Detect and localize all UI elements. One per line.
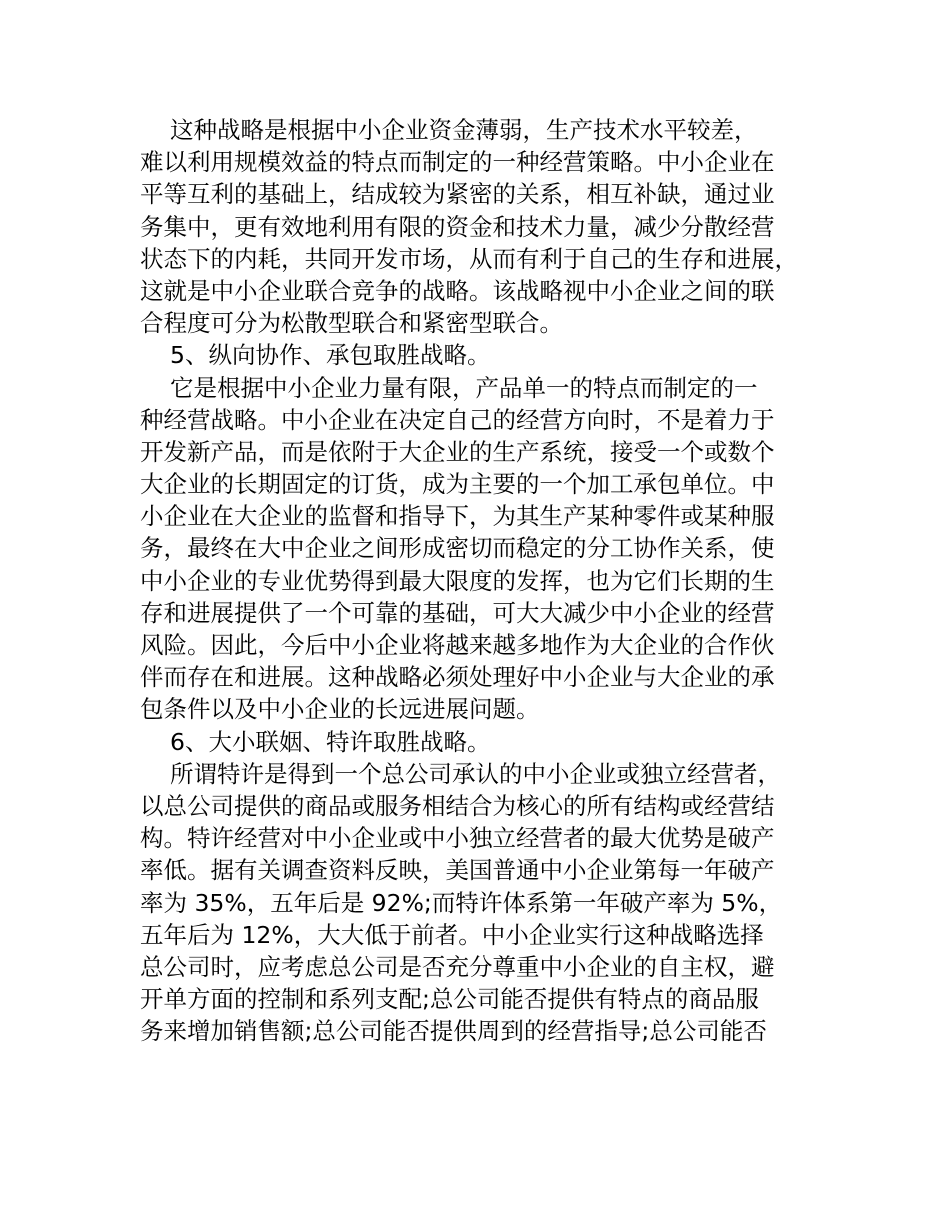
document-body — [140, 114, 830, 1047]
section-heading: 6、大小联姻、特许取胜战略。 — [170, 727, 491, 756]
text-line: 五年后为 12%，大大低于前者。中小企业实行这种战略选择 — [140, 920, 764, 949]
text-line: 中小企业的专业优势得到最大限度的发挥，也为它们长期的生 — [140, 566, 775, 595]
text-line: 构。特许经营对中小企业或中小独立经营者的最大优势是破产 — [140, 824, 775, 853]
text-line: 小企业在大企业的监督和指导下，为其生产某种零件或某种服 — [140, 502, 775, 531]
text-line: 开单方面的控制和系列支配;总公司能否提供有特点的商品服 — [140, 985, 759, 1014]
text-line: 率低。据有关调查资料反映，美国普通中小企业第每一年破产 — [140, 856, 775, 885]
text-line: 种经营战略。中小企业在决定自己的经营方向时，不是着力于 — [140, 405, 775, 434]
text-line: 风险。因此，今后中小企业将越来越多地作为大企业的合作伙 — [140, 631, 775, 659]
text-line: 伴而存在和进展。这种战略必须处理好中小企业与大企业的承 — [140, 663, 775, 692]
text-line: 总公司时，应考虑总公司是否充分尊重中小企业的自主权，避 — [140, 952, 775, 981]
text-line: 平等互利的基础上，结成较为紧密的关系，相互补缺，通过业 — [140, 180, 775, 209]
text-line: 务集中，更有效地利用有限的资金和技术力量，减少分散经营 — [140, 212, 775, 241]
text-line: 开发新产品，而是依附于大企业的生产系统，接受一个或数个 — [140, 437, 775, 466]
text-line: 这种战略是根据中小企业资金薄弱，生产技术水平较差， — [170, 116, 758, 144]
text-line: 大企业的长期固定的订货，成为主要的一个加工承包单位。中 — [140, 470, 775, 499]
text-line: 包条件以及中小企业的长远进展问题。 — [140, 695, 540, 724]
text-line: 它是根据中小企业力量有限，产品单一的特点而制定的一 — [170, 373, 758, 402]
text-line: 所谓特许是得到一个总公司承认的中小企业或独立经营者， — [170, 759, 781, 788]
text-line: 务，最终在大中企业之间形成密切而稳定的分工协作关系，使 — [140, 534, 775, 563]
text-line: 合程度可分为松散型联合和紧密型联合。 — [140, 309, 563, 338]
text-line: 状态下的内耗，共同开发市场，从而有利于自己的生存和进展， — [140, 244, 798, 273]
text-line: 务来增加销售额;总公司能否提供周到的经营指导;总公司能否 — [140, 1017, 767, 1046]
text-line: 存和进展提供了一个可靠的基础，可大大减少中小企业的经营 — [140, 598, 775, 627]
text-line: 以总公司提供的商品或服务相结合为核心的所有结构或经营结 — [140, 791, 775, 820]
section-heading: 5、纵向协作、承包取胜战略。 — [170, 341, 491, 370]
text-line: 率为 35%，五年后是 92%;而特许体系第一年破产率为 5%， — [140, 888, 783, 917]
text-line: 难以利用规模效益的特点而制定的一种经营策略。中小企业在 — [140, 148, 775, 177]
text-line: 这就是中小企业联合竞争的战略。该战略视中小企业之间的联 — [140, 276, 775, 305]
